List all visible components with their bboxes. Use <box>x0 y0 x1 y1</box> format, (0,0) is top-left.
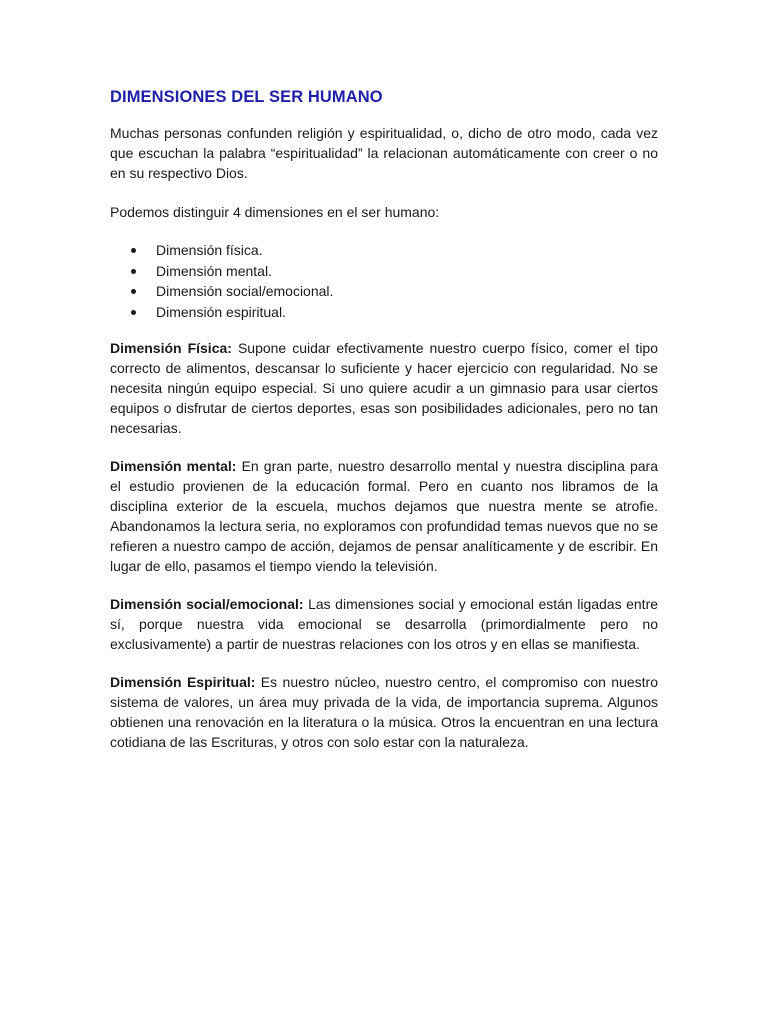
intro-paragraph: Muchas personas confunden religión y espiritualidad, o, dicho de otro modo, cada vez que escuchan la palabra “espiritualidad” la relacionan automáticamente con creer o no en su respectivo Dios. <box>110 125 658 181</box>
section-text: Es nuestro núcleo, nuestro centro, el compromiso con nuestro sistema de valores, un área muy privada de la vida, de importancia suprema. Algunos obtienen una renovación en la literatura o la música. Otros la encuentran en una lectura cotidiana de las Escrituras, y otros con solo estar con la naturaleza. <box>110 674 658 750</box>
section-term: Dimensión social/emocional: <box>110 596 304 612</box>
bullet-icon <box>131 269 136 274</box>
section-physical <box>110 338 658 438</box>
section-text: Supone cuidar efectivamente nuestro cuerpo físico, comer el tipo correcto de alimentos, descansar lo suficiente y hacer ejercicio con regularidad. No se necesita ningún equipo especial. Si uno quiere acudir a un gimnasio para usar ciertos equipos o disfrutar de ciertos deportes, esas son posibilidades adicionales, pero no tan necesarias. <box>110 340 659 436</box>
list-item <box>110 261 658 282</box>
dimensions-list <box>110 240 658 322</box>
section-text: Las dimensiones social y emocional están ligadas entre sí, porque nuestra vida emocional se desarrolla (primordialmente pero no exclusivamente) a partir de nuestras relaciones con los otros y en ellas se manifiesta. <box>110 596 659 652</box>
list-item-label: Dimensión espiritual. <box>156 303 286 320</box>
dimensions-count-paragraph: Podemos distinguir 4 dimensiones en el ser humano: <box>110 204 440 220</box>
list-item-label: Dimensión mental. <box>156 262 272 279</box>
list-item <box>110 240 658 261</box>
page-title: DIMENSIONES DEL SER HUMANO <box>110 88 383 106</box>
document-page <box>110 87 658 752</box>
section-term: Dimensión Espiritual: <box>110 674 256 690</box>
section-term: Dimensión mental: <box>110 458 237 474</box>
section-spiritual <box>110 672 658 752</box>
section-term: Dimensión Física: <box>110 340 232 356</box>
list-item-label: Dimensión social/emocional. <box>156 283 334 299</box>
section-mental <box>110 456 658 576</box>
list-item <box>110 281 658 302</box>
list-item <box>110 302 658 323</box>
bullet-icon <box>131 310 136 315</box>
section-text: En gran parte, nuestro desarrollo mental y nuestra disciplina para el estudio provienen de la educación formal. Pero en cuanto nos libramos de la disciplina exterior de la escuela, muchos dejamos que nuestra mente se atrofie. Abandonamos la lectura seria, no exploramos con profundidad temas nuevos que no se refieren a nuestro campo de acción, dejamos de pensar analíticamente y de escribir. En lugar de ello, pasamos el tiempo viendo la televisión. <box>110 458 658 574</box>
bullet-icon <box>131 289 136 294</box>
section-social-emotional <box>110 594 658 654</box>
bullet-icon <box>131 248 136 253</box>
list-item-label: Dimensión física. <box>156 242 263 258</box>
